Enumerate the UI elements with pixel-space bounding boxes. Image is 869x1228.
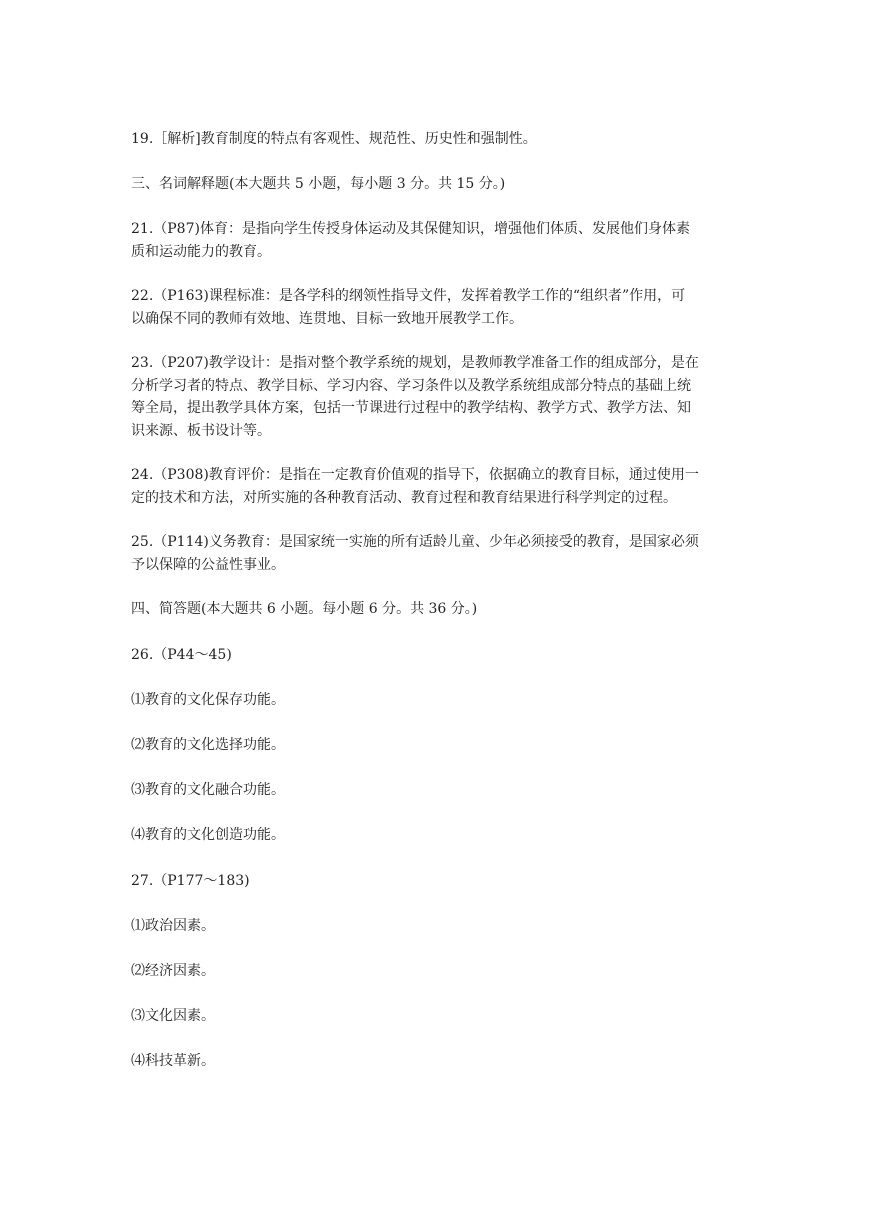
answer-26-item-1: ⑴教育的文化保存功能。: [131, 692, 285, 708]
answer-23-line-4: 识来源、板书设计等。: [131, 422, 271, 439]
list-item: [131, 915, 746, 938]
answer-25: [131, 531, 746, 576]
answer-23-line-3: 筹全局，提出教学具体方案，包括一节课进行过程中的教学结构、教学方式、教学方法、知: [131, 400, 691, 416]
answer-26-ref: [131, 644, 746, 667]
answer-27-ref-text: 27.（P177～183): [131, 873, 250, 889]
answer-27-ref: [131, 870, 746, 893]
answer-23-line-2: 分析学习者的特点、教学目标、学习内容、学习条件以及教学系统组成部分特点的基础上统: [131, 377, 691, 394]
answer-21-line-2: 质和运动能力的教育。: [131, 243, 271, 260]
list-item: [131, 960, 746, 983]
answer-27-item-3: ⑶文化因素。: [131, 1008, 215, 1024]
answer-26-ref-text: 26.（P44～45): [131, 647, 232, 663]
answer-25-line-1: 25.（P114)义务教育：是国家统一实施的所有适龄儿童、少年必须接受的教育，是国家必须: [131, 534, 699, 550]
list-item: [131, 824, 746, 847]
answer-24: [131, 464, 746, 509]
section-3-heading: [131, 173, 746, 196]
answer-26-item-2: ⑵教育的文化选择功能。: [131, 737, 285, 753]
answer-19: [131, 128, 746, 151]
answer-19-text: 19.［解析]教育制度的特点有客观性、规范性、历史性和强制性。: [131, 131, 537, 147]
list-item: [131, 779, 746, 802]
section-4-heading: [131, 598, 746, 621]
answer-22-line-2: 以确保不同的教师有效地、连贯地、目标一致地开展教学工作。: [131, 310, 523, 327]
answer-26-item-4: ⑷教育的文化创造功能。: [131, 827, 285, 843]
list-item: [131, 1005, 746, 1028]
answer-24-line-1: 24.（P308)教育评价：是指在一定教育价值观的指导下，依据确立的教育目标，通过使用一: [131, 467, 699, 483]
list-item: [131, 689, 746, 712]
answer-27-item-2: ⑵经济因素。: [131, 963, 215, 979]
answer-23-line-1: 23.（P207)教学设计：是指对整个教学系统的规划，是教师教学准备工作的组成部分，是在: [131, 355, 699, 371]
answer-22-line-1: 22.（P163)课程标准：是各学科的纲领性指导文件，发挥着教学工作的“组织者”作用，可: [131, 288, 686, 304]
answer-26-item-3: ⑶教育的文化融合功能。: [131, 782, 285, 798]
answer-21: [131, 218, 746, 263]
list-item: [131, 1050, 746, 1073]
section-4-heading-text: 四、简答题(本大题共 6 小题。每小题 6 分。共 36 分。): [131, 601, 478, 617]
answer-24-line-2: 定的技术和方法，对所实施的各种教育活动、教育过程和教育结果进行科学判定的过程。: [131, 489, 677, 506]
section-3-heading-text: 三、名词解释题(本大题共 5 小题，每小题 3 分。共 15 分。): [131, 176, 506, 192]
answer-27-item-4: ⑷科技革新。: [131, 1053, 215, 1069]
answer-23: [131, 352, 746, 442]
answer-22: [131, 285, 746, 330]
answer-27-item-1: ⑴政治因素。: [131, 918, 215, 934]
list-item: [131, 734, 746, 757]
answer-21-line-1: 21.（P87)体育：是指向学生传授身体运动及其保健知识，增强他们体质、发展他们身体素: [131, 221, 690, 237]
answer-25-line-2: 予以保障的公益性事业。: [131, 556, 285, 573]
